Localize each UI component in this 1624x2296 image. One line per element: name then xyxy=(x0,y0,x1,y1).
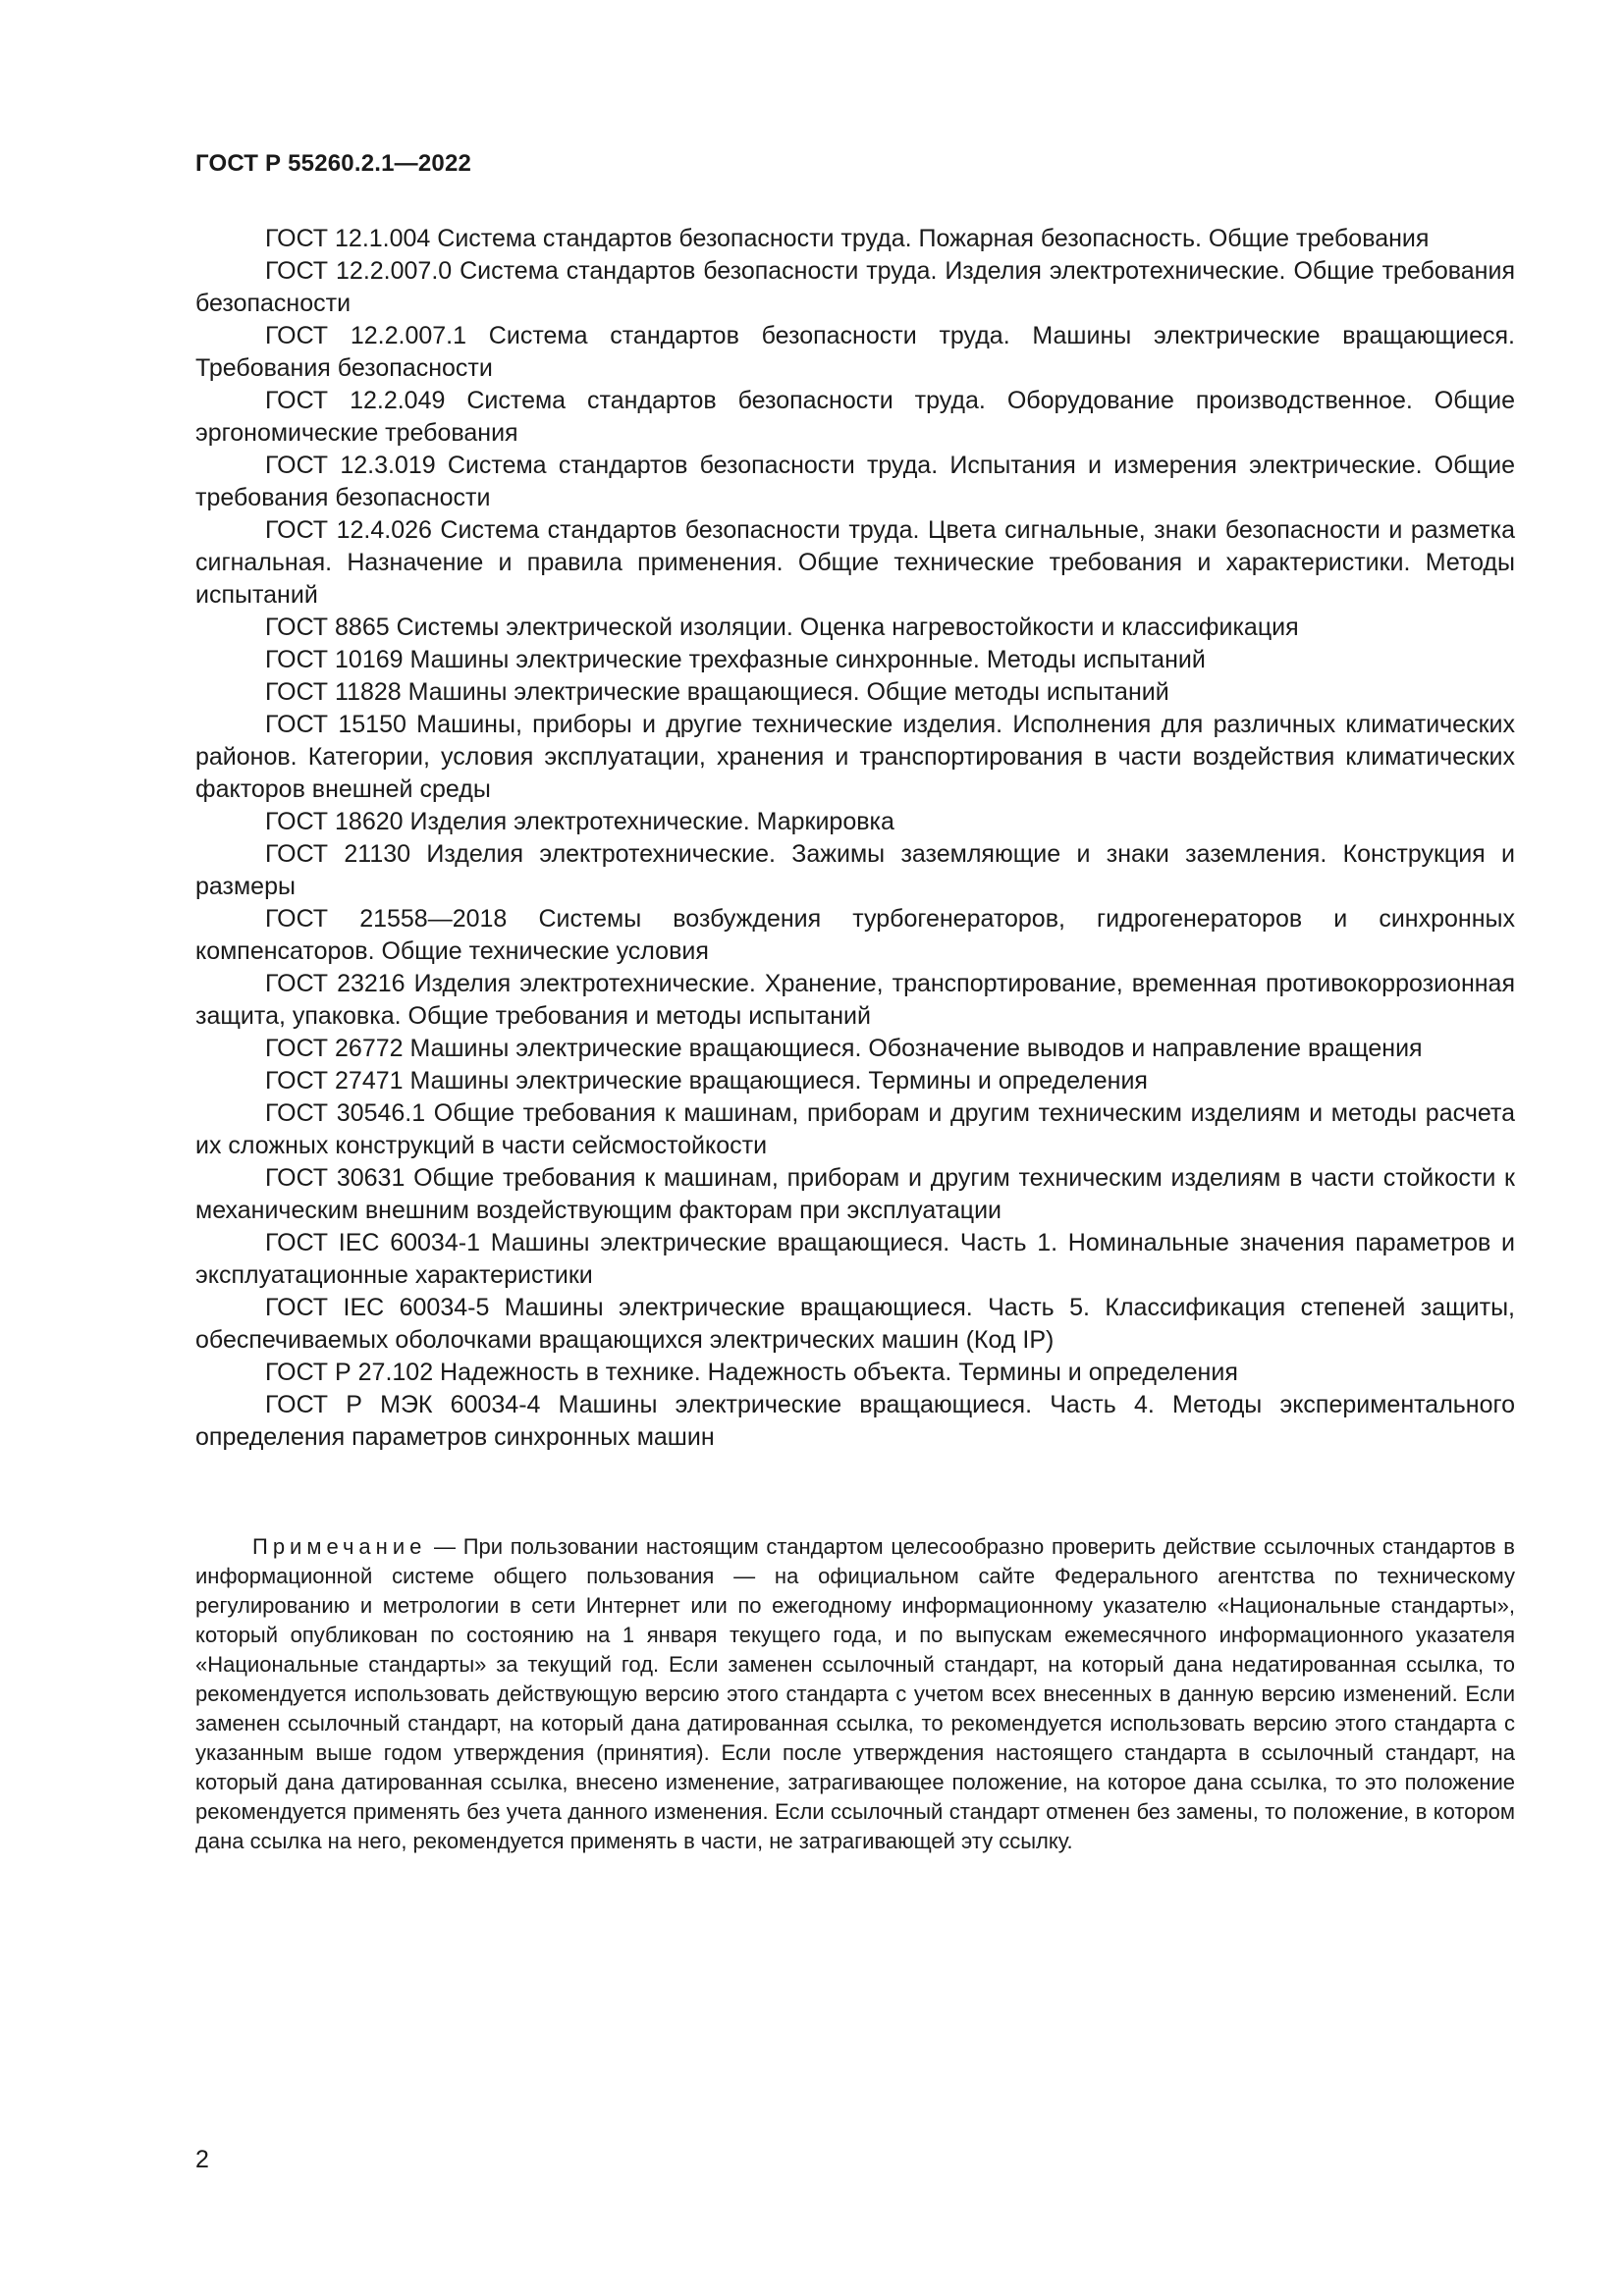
reference-item: ГОСТ IEC 60034-5 Машины электрические вращающиеся. Часть 5. Классификация степеней защиты, обеспечиваемых оболочками вращающихся электрических машин (Код IP) xyxy=(195,1294,1515,1354)
reference-item: ГОСТ 30631 Общие требования к машинам, приборам и другим техническим изделиям в части стойкости к механическим внешним воздействующим факторам при эксплуатации xyxy=(195,1164,1515,1224)
reference-item: ГОСТ 27471 Машины электрические вращающиеся. Термины и определения xyxy=(265,1067,1148,1095)
note-label: Примечание xyxy=(252,1534,427,1559)
normative-references-list xyxy=(195,223,1515,1454)
reference-item: ГОСТ 21130 Изделия электротехнические. Зажимы заземляющие и знаки заземления. Конструкция и размеры xyxy=(195,840,1515,900)
reference-item: ГОСТ 12.2.007.0 Система стандартов безопасности труда. Изделия электротехнические. Общие требования безопасности xyxy=(195,257,1515,317)
reference-item: ГОСТ 8865 Системы электрической изоляции. Оценка нагревостойкости и классификация xyxy=(265,614,1299,641)
references-note xyxy=(195,1532,1515,1856)
reference-item: ГОСТ 21558—2018 Системы возбуждения турбогенераторов, гидрогенераторов и синхронных компенсаторов. Общие технические условия xyxy=(195,905,1515,965)
reference-item: ГОСТ 26772 Машины электрические вращающиеся. Обозначение выводов и направление вращения xyxy=(265,1035,1423,1062)
reference-item: ГОСТ IEC 60034-1 Машины электрические вращающиеся. Часть 1. Номинальные значения параметров и эксплуатационные характеристики xyxy=(195,1229,1515,1289)
reference-item: ГОСТ 10169 Машины электрические трехфазные синхронные. Методы испытаний xyxy=(265,646,1206,673)
reference-item: ГОСТ 12.2.049 Система стандартов безопасности труда. Оборудование производственное. Общие эргономические требования xyxy=(195,387,1515,447)
reference-item: ГОСТ 30546.1 Общие требования к машинам, приборам и другим техническим изделиям и методы расчета их сложных конструкций в части сейсмостойкости xyxy=(195,1099,1515,1159)
note-text: — При пользовании настоящим стандартом целесообразно проверить действие ссылочных стандартов в информационной системе общего пользования — на официальном сайте Федерального агентства по техническому регулированию и метрологии в сети Интернет или по ежегодному информационному указателю «Национальные стандарты», который опубликован по состоянию на 1 января текущего года, и по выпускам ежемесячного информационного указателя «Национальные стандарты» за текущий год. Если заменен ссылочный стандарт, на который дана недатированная ссылка, то рекомендуется использовать действующую версию этого стандарта с учетом всех внесенных в данную версию изменений. Если заменен ссылочный стандарт, на который дана датированная ссылка, то рекомендуется использовать версию этого стандарта с указанным выше годом утверждения (принятия). Если после утверждения настоящего стандарта в ссылочный стандарт, на который дана датированная ссылка, внесено изменение, затрагивающее положение, на которое дана ссылка, то это положение рекомендуется применять без учета данного изменения. Если ссылочный стандарт отменен без замены, то положение, в котором дана ссылка на него, рекомендуется применять в части, не затрагивающей эту ссылку. xyxy=(195,1534,1515,1853)
reference-item: ГОСТ 18620 Изделия электротехнические. Маркировка xyxy=(265,808,894,835)
reference-item: ГОСТ 12.3.019 Система стандартов безопасности труда. Испытания и измерения электрические. Общие требования безопасности xyxy=(195,452,1515,511)
reference-item: ГОСТ Р 27.102 Надежность в технике. Надежность объекта. Термины и определения xyxy=(265,1359,1238,1386)
standard-code-header: ГОСТ Р 55260.2.1—2022 xyxy=(195,150,472,177)
reference-item: ГОСТ 15150 Машины, приборы и другие технические изделия. Исполнения для различных климатических районов. Категории, условия эксплуатации, хранения и транспортирования в части воздействия климатических факторов внешней среды xyxy=(195,711,1515,803)
reference-item: ГОСТ 12.2.007.1 Система стандартов безопасности труда. Машины электрические вращающиеся. Требования безопасности xyxy=(195,322,1515,382)
reference-item: ГОСТ 23216 Изделия электротехнические. Хранение, транспортирование, временная противокоррозионная защита, упаковка. Общие требования и методы испытаний xyxy=(195,970,1515,1030)
reference-item: ГОСТ 11828 Машины электрические вращающиеся. Общие методы испытаний xyxy=(265,678,1169,706)
reference-item: ГОСТ 12.4.026 Система стандартов безопасности труда. Цвета сигнальные, знаки безопасности и разметка сигнальная. Назначение и правила применения. Общие технические требования и характеристики. Методы испытаний xyxy=(195,516,1515,609)
page-number: 2 xyxy=(195,2146,209,2173)
reference-item: ГОСТ Р МЭК 60034-4 Машины электрические вращающиеся. Часть 4. Методы экспериментального определения параметров синхронных машин xyxy=(195,1391,1515,1451)
reference-item: ГОСТ 12.1.004 Система стандартов безопасности труда. Пожарная безопасность. Общие требования xyxy=(265,225,1430,252)
